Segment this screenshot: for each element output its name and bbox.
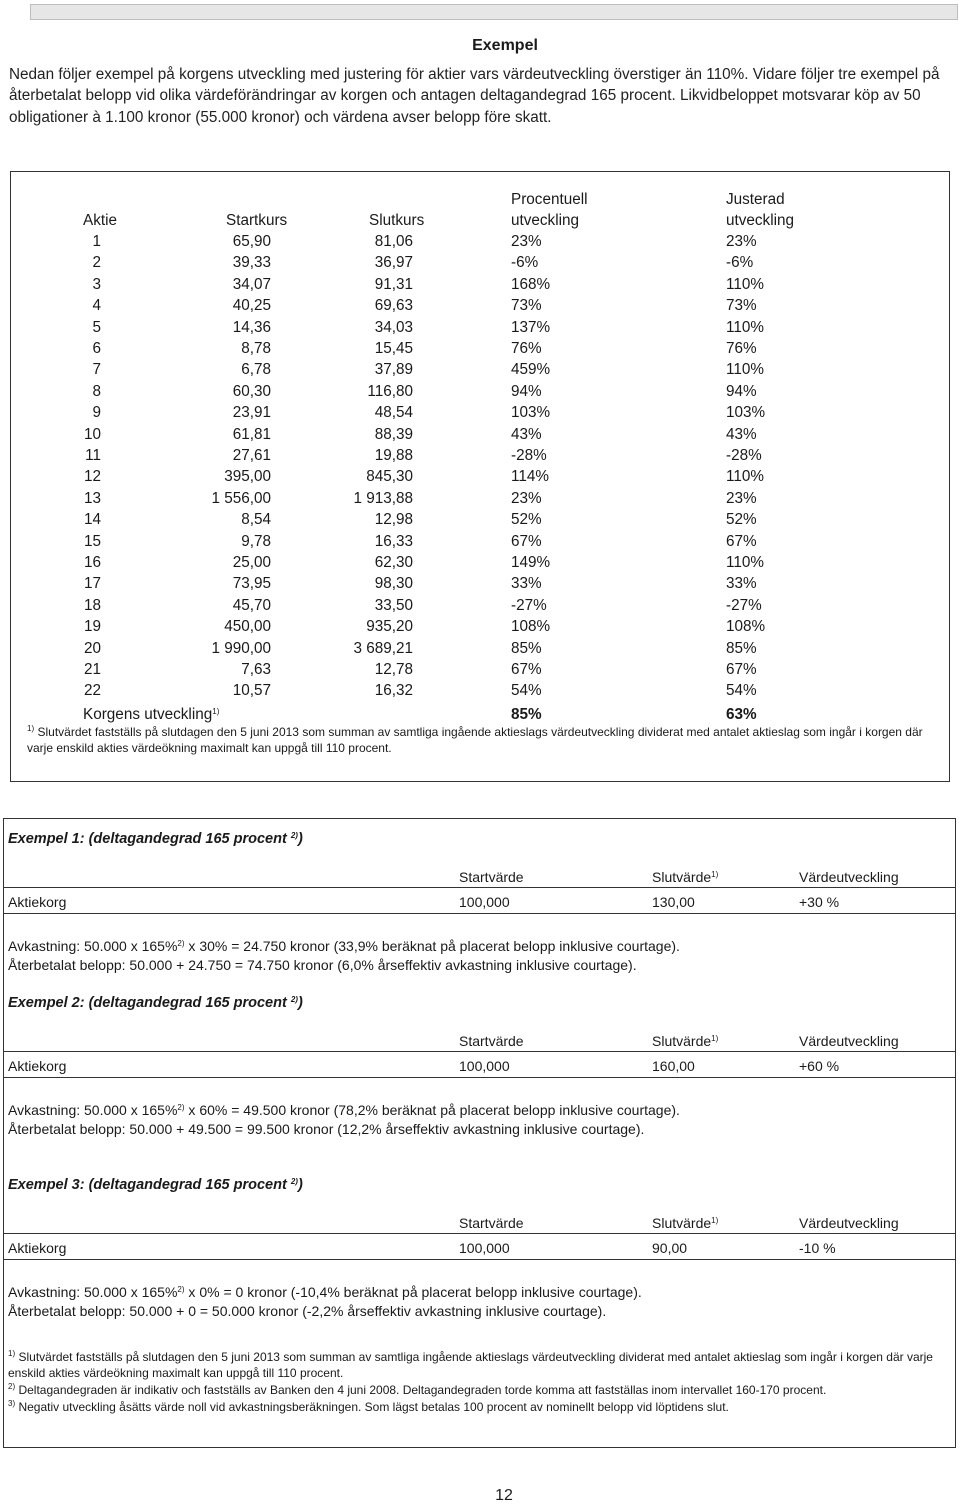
table-row	[11, 231, 949, 252]
cell-aktie: 22	[83, 682, 101, 700]
value-vardeutveckling: +30 %	[799, 894, 840, 910]
table-row	[11, 595, 949, 616]
cell-justerad: 110%	[726, 554, 764, 571]
table-row	[11, 573, 949, 594]
table-row	[11, 552, 949, 573]
cell-procentuell: 85%	[511, 639, 542, 657]
row-label-aktiekorg: Aktiekorg	[8, 894, 67, 910]
value-start: 100,000	[459, 894, 510, 910]
stock-table-box	[10, 171, 950, 782]
cell-aktie: 16	[83, 554, 101, 571]
table-row	[11, 381, 949, 402]
value-slut: 130,00	[652, 894, 695, 910]
cell-procentuell: -6%	[511, 254, 539, 272]
col-vardeutveckling: Värdeutveckling	[799, 869, 899, 885]
example-title: Exempel 1: (deltagandegrad 165 procent $^{2)}$)	[8, 831, 303, 847]
cell-startkurs: 6,78	[241, 361, 271, 379]
cell-slutkurs: 36,97	[374, 254, 413, 272]
table-total-row	[11, 704, 949, 725]
table-row	[11, 680, 949, 701]
cell-procentuell: 94%	[511, 382, 542, 400]
table-row	[11, 338, 949, 359]
cell-startkurs: 65,90	[232, 233, 271, 250]
value-start: 100,000	[459, 1240, 510, 1256]
col-header-procentuell-1: Procentuell	[511, 191, 588, 208]
cell-slutkurs: 935,20	[366, 618, 413, 636]
table-row	[11, 466, 949, 487]
examples-box	[3, 818, 956, 1448]
table-header-row-2	[11, 210, 949, 231]
cell-aktie: 10	[83, 425, 101, 443]
table-row	[11, 252, 949, 273]
cell-slutkurs: 48,54	[374, 404, 413, 422]
cell-procentuell: 23%	[511, 233, 542, 250]
header-bar	[30, 4, 958, 20]
cell-procentuell: 23%	[511, 489, 542, 507]
cell-justerad: 67%	[726, 661, 757, 678]
cell-procentuell: 76%	[511, 340, 542, 357]
cell-aktie: 13	[83, 489, 101, 507]
cell-startkurs: 27,61	[232, 447, 271, 464]
cell-justerad: 85%	[726, 639, 757, 657]
cell-slutkurs: 91,31	[374, 275, 413, 293]
example-title: Exempel 3: (deltagandegrad 165 procent $^{2)}$)	[8, 1177, 303, 1193]
cell-slutkurs: 98,30	[374, 575, 413, 593]
cell-slutkurs: 16,33	[374, 532, 413, 550]
cell-justerad: 110%	[726, 275, 764, 293]
cell-slutkurs: 116,80	[367, 382, 413, 400]
row-label-aktiekorg: Aktiekorg	[8, 1058, 67, 1074]
divider	[4, 1077, 955, 1078]
col-header-aktie: Aktie	[83, 212, 118, 229]
cell-procentuell: 108%	[511, 618, 551, 636]
cell-aktie: 18	[83, 596, 101, 614]
cell-procentuell: 33%	[511, 575, 542, 593]
cell-procentuell: 54%	[511, 682, 542, 700]
cell-procentuell: 168%	[511, 275, 551, 293]
col-startvarde: Startvärde	[459, 1033, 524, 1049]
cell-startkurs: 40,25	[232, 297, 271, 315]
cell-procentuell: 149%	[511, 554, 551, 571]
example-title: Exempel 2: (deltagandegrad 165 procent $^{2)}$)	[8, 995, 303, 1011]
table-row	[11, 488, 949, 509]
table-row	[11, 295, 949, 316]
col-slutvarde: Slutvärde$^{1)}$	[652, 1033, 719, 1049]
avkastning-line: Avkastning: 50.000 x 165%$^{2)}$ x 60% = 49.500 kronor (78,2% beräknat på placerat belopp inklusive courtage).	[8, 1102, 680, 1118]
col-header-justerad-1: Justerad	[726, 191, 785, 208]
aterbetalat-line: Återbetalat belopp: 50.000 + 24.750 = 74.750 kronor (6,0% årseffektiv avkastning inklusive courtage).	[8, 957, 637, 973]
cell-slutkurs: 12,98	[374, 511, 413, 529]
total-procentuell: 85%	[511, 706, 542, 723]
divider	[4, 913, 955, 914]
cell-justerad: -28%	[726, 447, 762, 464]
cell-aktie: 5	[92, 318, 101, 336]
cell-procentuell: 73%	[511, 297, 542, 315]
cell-procentuell: -27%	[511, 596, 547, 614]
footnote-3: $^{3)}$ Negativ utveckling åsätts värde noll vid avkastningsberäkningen. Som lägst betalas 100 procent av nominellt belopp vid löptidens slut.	[8, 1399, 729, 1414]
cell-aktie: 19	[83, 618, 101, 636]
col-vardeutveckling: Värdeutveckling	[799, 1033, 899, 1049]
value-vardeutveckling: +60 %	[799, 1058, 840, 1074]
cell-justerad: -27%	[726, 596, 762, 614]
cell-startkurs: 45,70	[232, 596, 271, 614]
cell-aktie: 1	[92, 233, 101, 250]
cell-startkurs: 1 556,00	[211, 489, 271, 507]
cell-slutkurs: 88,39	[374, 425, 413, 443]
value-vardeutveckling: -10 %	[799, 1240, 836, 1256]
cell-procentuell: 52%	[511, 511, 542, 529]
cell-justerad: 108%	[726, 618, 766, 636]
cell-startkurs: 25,00	[232, 554, 271, 571]
aterbetalat-line: Återbetalat belopp: 50.000 + 49.500 = 99.500 kronor (12,2% årseffektiv avkastning inklusive courtage).	[8, 1121, 645, 1137]
cell-aktie: 4	[92, 297, 101, 315]
col-header-slutkurs: Slutkurs	[369, 212, 425, 229]
cell-startkurs: 8,54	[241, 511, 271, 529]
cell-justerad: 43%	[726, 425, 757, 443]
cell-aktie: 6	[92, 340, 101, 357]
cell-slutkurs: 37,89	[374, 361, 413, 379]
cell-justerad: 76%	[726, 340, 757, 357]
total-justerad: 63%	[726, 706, 757, 723]
cell-slutkurs: 15,45	[374, 340, 413, 357]
cell-startkurs: 14,36	[232, 318, 271, 336]
cell-procentuell: 43%	[511, 425, 542, 443]
col-header-procentuell-2: utveckling	[511, 212, 580, 229]
cell-slutkurs: 19,88	[374, 447, 413, 464]
cell-startkurs: 10,57	[232, 682, 271, 700]
cell-startkurs: 1 990,00	[211, 639, 271, 657]
footnote-2: $^{2)}$ Deltagandegraden är indikativ och fastställs av Banken den 4 juni 2008. Deltagandegraden torde komma att fastställas inom intervallet 160-170 procent.	[8, 1382, 827, 1397]
cell-justerad: 94%	[726, 382, 757, 400]
cell-justerad: 52%	[726, 511, 757, 529]
col-startvarde: Startvärde	[459, 869, 524, 885]
cell-startkurs: 39,33	[232, 254, 271, 272]
table-row	[11, 274, 949, 295]
cell-justerad: 110%	[726, 361, 764, 379]
cell-procentuell: 67%	[511, 532, 542, 550]
cell-slutkurs: 69,63	[374, 297, 413, 315]
cell-slutkurs: 12,78	[374, 661, 413, 678]
cell-aktie: 8	[92, 382, 101, 400]
cell-aktie: 2	[92, 254, 101, 272]
divider	[4, 887, 955, 888]
divider	[4, 1259, 955, 1260]
cell-startkurs: 395,00	[224, 468, 271, 486]
cell-startkurs: 450,00	[224, 618, 271, 636]
col-vardeutveckling: Värdeutveckling	[799, 1215, 899, 1231]
cell-justerad: 23%	[726, 233, 757, 250]
cell-slutkurs: 34,03	[374, 318, 413, 336]
cell-aktie: 11	[85, 447, 101, 464]
col-header-startkurs: Startkurs	[226, 212, 288, 229]
cell-startkurs: 73,95	[232, 575, 271, 593]
cell-aktie: 7	[92, 361, 101, 379]
table-row	[11, 638, 949, 659]
table-row	[11, 402, 949, 423]
value-slut: 160,00	[652, 1058, 695, 1074]
cell-procentuell: 137%	[511, 318, 551, 336]
cell-aktie: 15	[83, 532, 101, 550]
page-number: 12	[495, 1487, 513, 1504]
table-header-row-1	[11, 189, 949, 210]
value-start: 100,000	[459, 1058, 510, 1074]
cell-justerad: 67%	[726, 532, 757, 550]
col-slutvarde: Slutvärde$^{1)}$	[652, 869, 719, 885]
total-label: Korgens utveckling$^{1)}$	[83, 706, 220, 723]
table-row	[11, 659, 949, 680]
cell-procentuell: 459%	[511, 361, 551, 379]
page-heading: Exempel	[472, 37, 538, 54]
cell-startkurs: 34,07	[232, 275, 271, 293]
cell-justerad: 23%	[726, 489, 757, 507]
cell-slutkurs: 845,30	[366, 468, 413, 486]
footnote-1: $^{1)}$ Slutvärdet fastställs på slutdagen den 5 juni 2013 som summan av samtliga ingående aktieslags värdeutveckling dividerat med antalet aktieslag som ingår i korgen där varje enskild akties värdeökning maximalt kan uppgå till 110 procent.	[8, 1349, 933, 1380]
cell-startkurs: 7,63	[241, 661, 271, 678]
cell-slutkurs: 16,32	[374, 682, 413, 700]
col-slutvarde: Slutvärde$^{1)}$	[652, 1215, 719, 1231]
cell-slutkurs: 81,06	[374, 233, 413, 250]
cell-slutkurs: 3 689,21	[353, 639, 413, 657]
table-row	[11, 424, 949, 445]
cell-startkurs: 60,30	[232, 382, 271, 400]
table-row	[11, 509, 949, 530]
aterbetalat-line: Återbetalat belopp: 50.000 + 0 = 50.000 kronor (-2,2% årseffektiv avkastning inklusive courtage).	[8, 1303, 607, 1319]
table-row	[11, 359, 949, 380]
cell-aktie: 12	[83, 468, 101, 486]
cell-justerad: -6%	[726, 254, 754, 272]
intro-paragraph: Nedan följer exempel på korgens utveckling med justering för aktier vars värdeutveckling överstiger än 110%. Vidare följer tre exempel på återbetalat belopp vid olika värdeförändringar av korgen och antagen deltagandegrad 165 procent. Likvidbeloppet motsvarar köp av 50 obligationer à 1.100 kronor (55.000 kronor) och värdena avser belopp före skatt.	[9, 66, 940, 126]
row-label-aktiekorg: Aktiekorg	[8, 1240, 67, 1256]
cell-slutkurs: 62,30	[374, 554, 413, 571]
value-slut: 90,00	[652, 1240, 688, 1256]
table-row	[11, 531, 949, 552]
avkastning-line: Avkastning: 50.000 x 165%$^{2)}$ x 0% = 0 kronor (-10,4% beräknat på placerat belopp inklusive courtage).	[8, 1284, 642, 1300]
avkastning-line: Avkastning: 50.000 x 165%$^{2)}$ x 30% = 24.750 kronor (33,9% beräknat på placerat belopp inklusive courtage).	[8, 938, 680, 954]
cell-aktie: 21	[83, 661, 101, 678]
divider	[4, 1233, 955, 1234]
cell-startkurs: 9,78	[241, 532, 271, 550]
cell-procentuell: 114%	[511, 468, 549, 486]
cell-slutkurs: 1 913,88	[353, 489, 413, 507]
col-startvarde: Startvärde	[459, 1215, 524, 1231]
table-row	[11, 317, 949, 338]
cell-aktie: 9	[92, 404, 101, 422]
cell-justerad: 103%	[726, 404, 766, 422]
cell-aktie: 17	[83, 575, 101, 593]
table-row	[11, 445, 949, 466]
cell-slutkurs: 33,50	[374, 596, 413, 614]
cell-aktie: 20	[83, 639, 101, 657]
cell-aktie: 3	[92, 275, 101, 293]
col-header-justerad-2: utveckling	[726, 212, 795, 229]
cell-justerad: 73%	[726, 297, 757, 315]
cell-startkurs: 23,91	[232, 404, 271, 422]
divider	[4, 1051, 955, 1052]
cell-startkurs: 61,81	[232, 425, 271, 443]
table-footnote: $^{1)}$ Slutvärdet fastställs på slutdagen den 5 juni 2013 som summan av samtliga ingående aktieslags värdeutveckling dividerat med antalet aktieslag som ingår i korgen där varje enskild akties värdeökning maximalt kan uppgå till 110 procent.	[27, 724, 923, 755]
cell-justerad: 110%	[726, 468, 764, 486]
cell-startkurs: 8,78	[241, 340, 271, 357]
cell-procentuell: -28%	[511, 447, 547, 464]
cell-procentuell: 67%	[511, 661, 542, 678]
table-row	[11, 616, 949, 637]
cell-aktie: 14	[83, 511, 101, 529]
cell-justerad: 54%	[726, 682, 757, 700]
cell-justerad: 110%	[726, 318, 764, 336]
cell-procentuell: 103%	[511, 404, 551, 422]
cell-justerad: 33%	[726, 575, 757, 593]
